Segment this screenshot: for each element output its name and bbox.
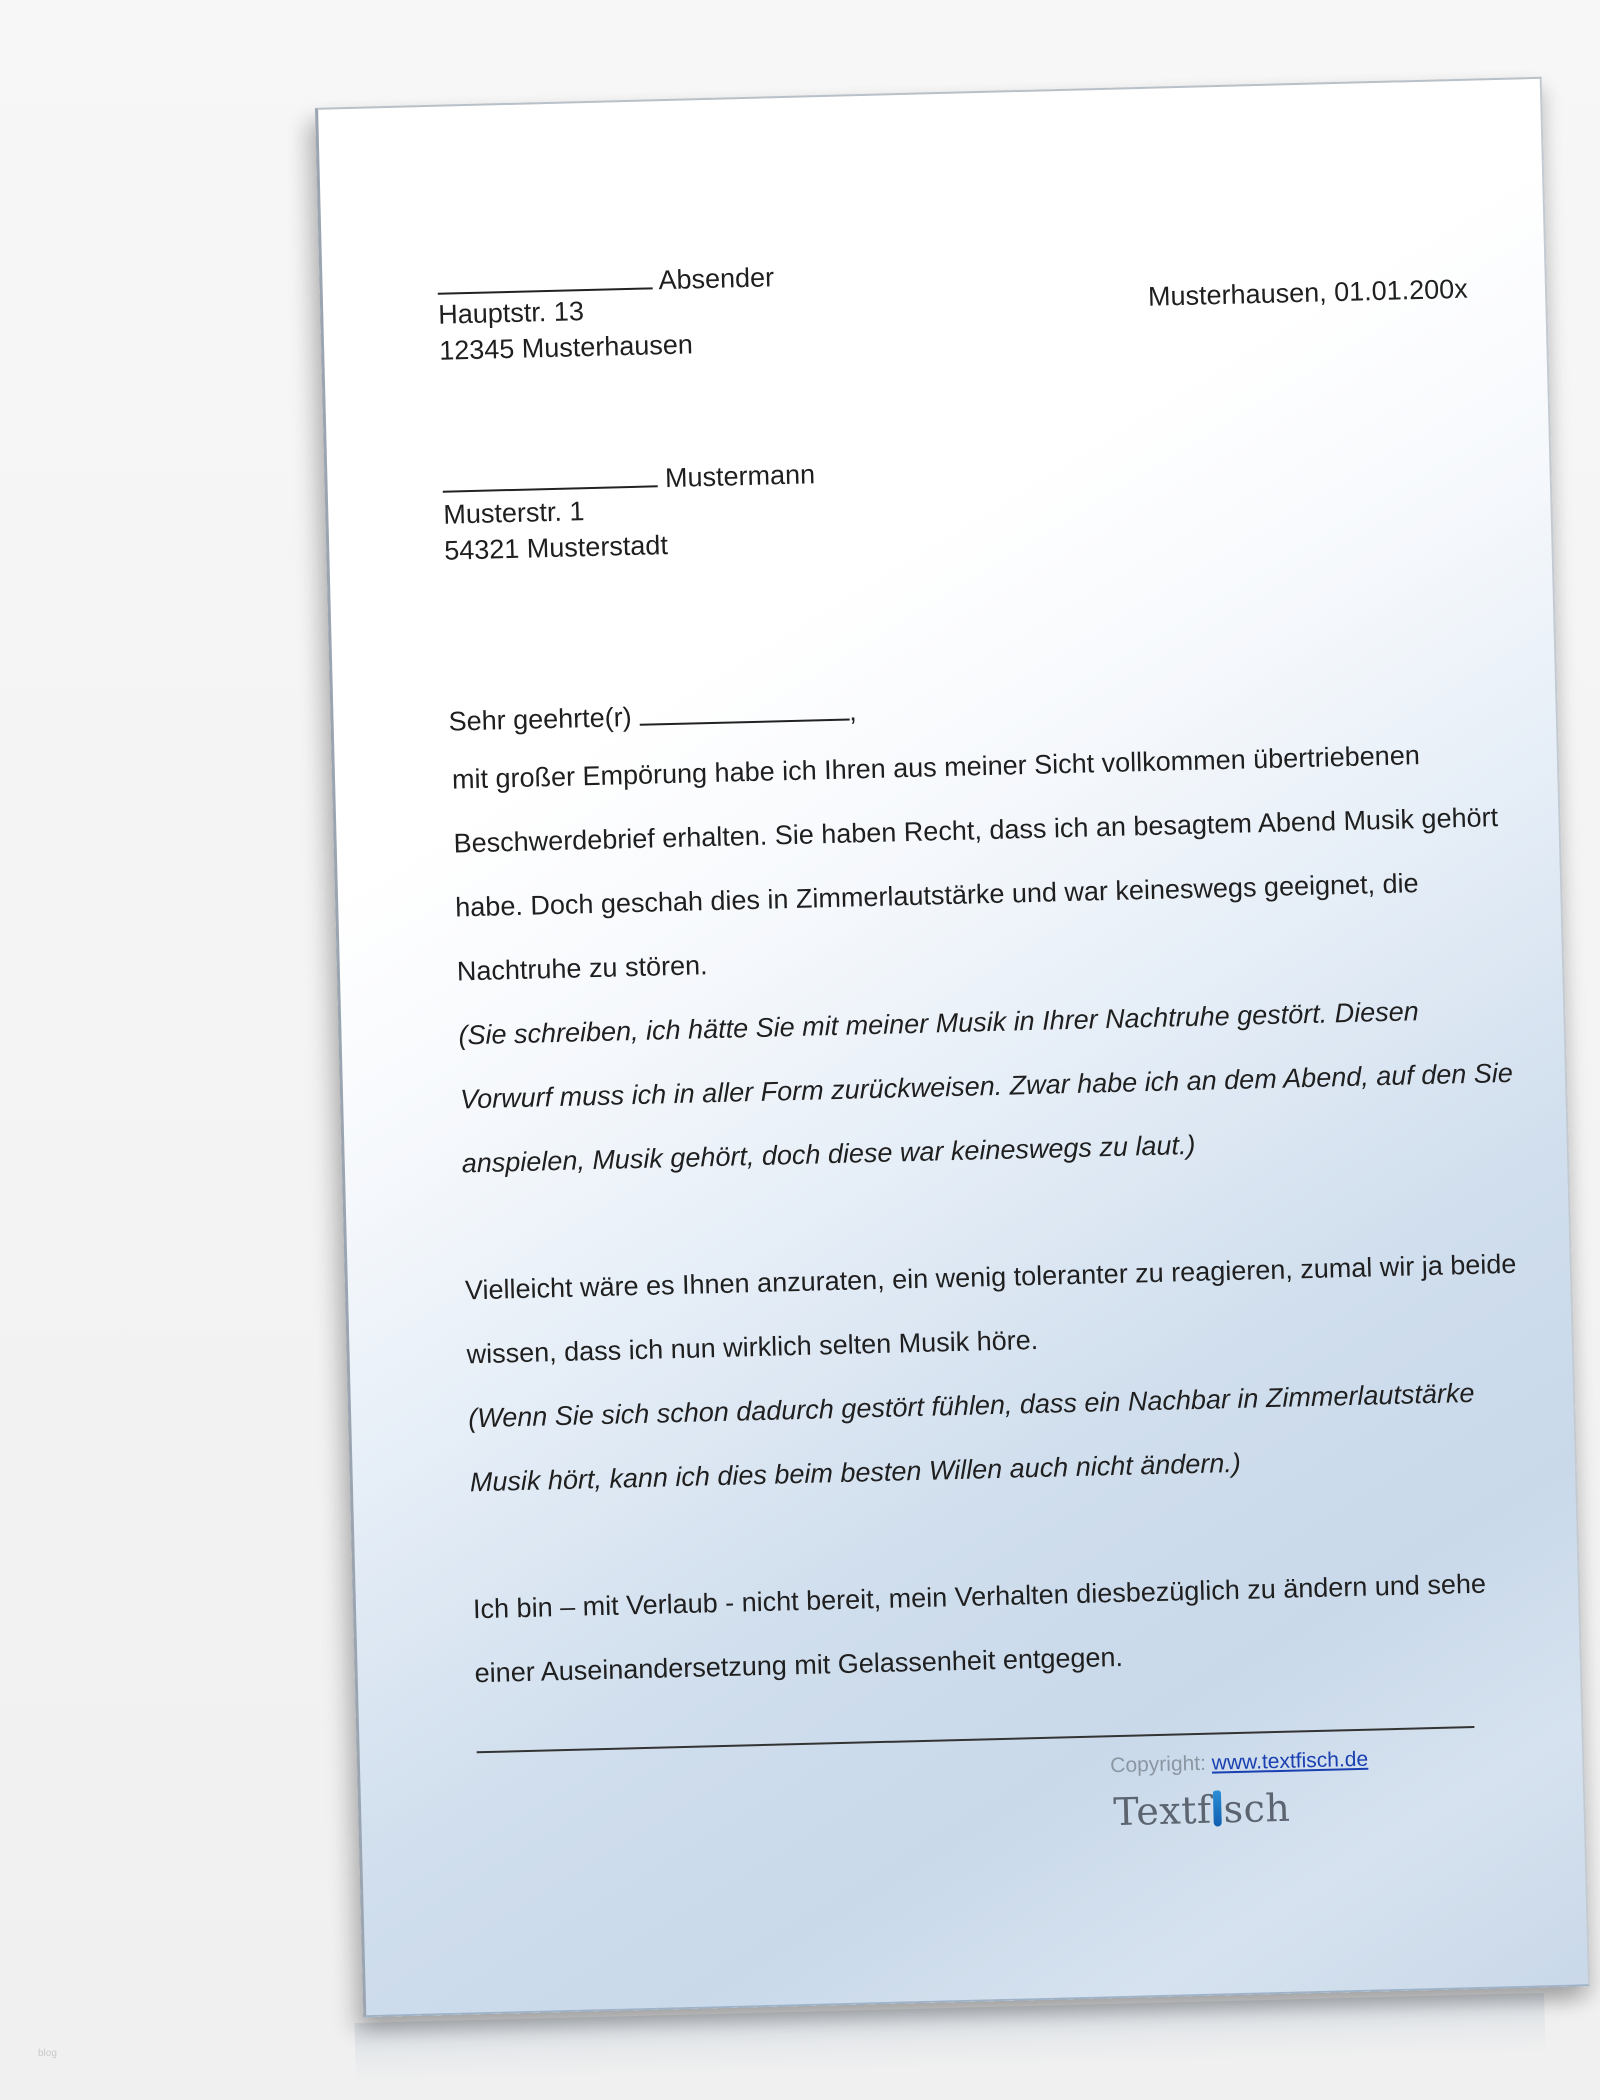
sender-name-blank xyxy=(437,261,653,294)
paragraph-1-alt-line: (Sie schreiben, ich hätte Sie mit meiner Musik in Ihrer Nachtruhe gestört. Diesen xyxy=(458,996,1420,1051)
recipient-city: 54321 Musterstadt xyxy=(443,530,669,566)
paragraph-2-alt-line: (Wenn Sie sich schon dadurch gestört fühlen, dass ein Nachbar in Zimmerlautstärke xyxy=(467,1377,1475,1434)
logo-text-right: sch xyxy=(1222,1785,1291,1832)
paragraph-2-alt-line: Musik hört, kann ich dies beim besten Willen auch nicht ändern.) xyxy=(469,1447,1242,1498)
paragraph-1-line: Nachtruhe zu stören. xyxy=(456,950,708,987)
paragraph-1-alternative xyxy=(458,978,1514,1195)
sender-city: 12345 Musterhausen xyxy=(438,329,694,366)
sender-label: Absender xyxy=(658,262,775,296)
recipient-name-blank xyxy=(442,459,658,492)
paragraph-1-line: mit großer Empörung habe ich Ihren aus meiner Sicht vollkommen übertriebenen xyxy=(451,740,1421,795)
paragraph-2 xyxy=(464,1233,1517,1387)
recipient-street: Musterstr. 1 xyxy=(442,496,585,530)
textfisch-logo xyxy=(1113,1786,1291,1834)
watermark-text: blog xyxy=(38,2048,57,2059)
paragraph-2-alternative xyxy=(467,1361,1480,1515)
letter-page xyxy=(315,77,1590,2017)
copyright-label: Copyright: xyxy=(1109,1751,1207,1778)
paragraph-3 xyxy=(472,1552,1485,1706)
fish-icon xyxy=(1213,1790,1222,1826)
salutation-blank xyxy=(639,693,850,726)
copyright-notice xyxy=(1110,1748,1368,1779)
salutation-suffix: , xyxy=(848,696,857,727)
copyright-link[interactable]: www.textfisch.de xyxy=(1211,1747,1369,1775)
paragraph-1-line: habe. Doch geschah dies in Zimmerlautstärke und war keineswegs geeignet, die xyxy=(454,868,1419,923)
paragraph-1-alt-line: Vorwurf muss ich in aller Form zurückweisen. Zwar habe ich an dem Abend, auf den Sie xyxy=(459,1057,1514,1115)
paragraph-2-line: Vielleicht wäre es Ihnen anzuraten, ein wenig toleranter zu reagieren, zumal wir ja beide xyxy=(464,1248,1517,1306)
paragraph-2-line: wissen, dass ich nun wirklich selten Musik höre. xyxy=(466,1324,1039,1370)
place-date: Musterhausen, 01.01.200x xyxy=(1147,273,1469,312)
recipient-name-line xyxy=(442,455,815,500)
recipient-label: Mustermann xyxy=(664,459,816,494)
paragraph-3-line: Ich bin – mit Verlaub - nicht bereit, mein Verhalten diesbezüglich zu ändern und sehe xyxy=(472,1568,1487,1625)
logo-text-left: Textf xyxy=(1112,1787,1213,1835)
salutation xyxy=(448,692,857,738)
sender-name-line xyxy=(437,258,774,302)
paragraph-1 xyxy=(451,722,1499,1003)
paragraph-1-line: Beschwerdebrief erhalten. Sie haben Recht, dass ich an besagtem Abend Musik gehört xyxy=(453,802,1499,859)
paragraph-3-line: einer Auseinandersetzung mit Gelassenheit entgegen. xyxy=(474,1641,1124,1689)
paragraph-1-alt-line: anspielen, Musik gehört, doch diese war keineswegs zu laut.) xyxy=(461,1129,1196,1179)
salutation-prefix: Sehr geehrte(r) xyxy=(448,702,633,737)
sender-street: Hauptstr. 13 xyxy=(437,296,585,330)
